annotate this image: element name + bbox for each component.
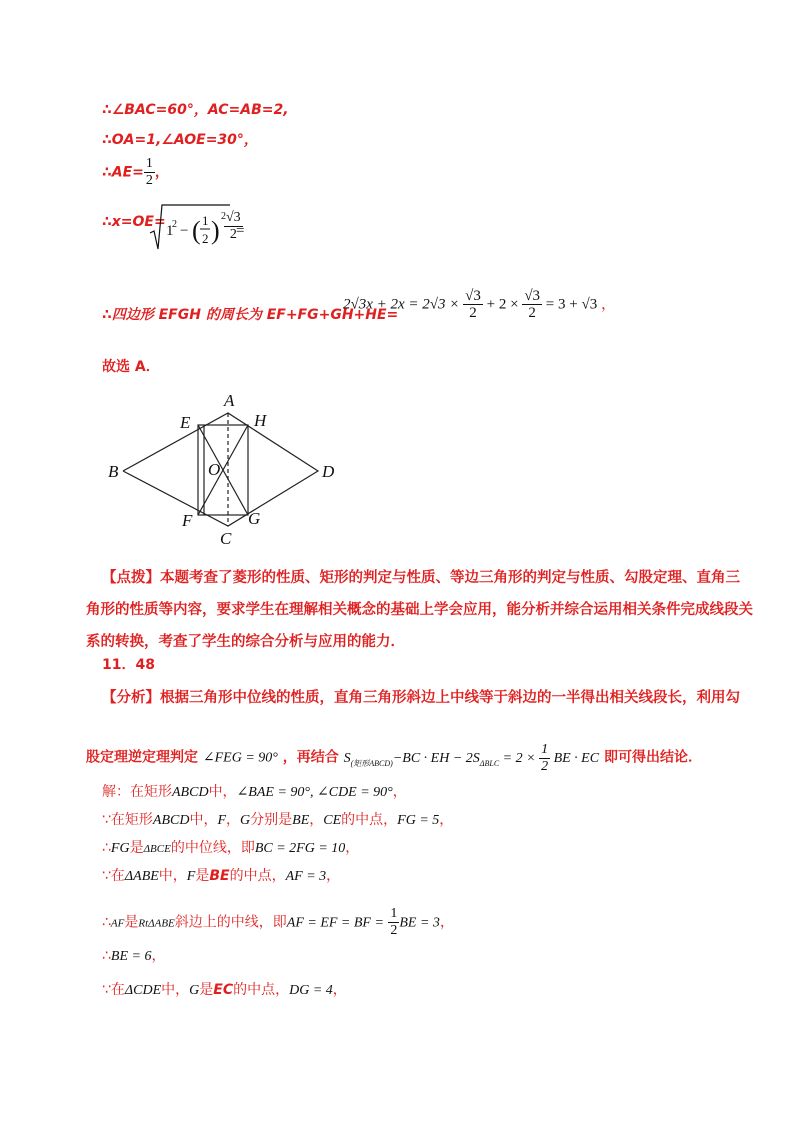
formula-frac-num-1: √3	[465, 288, 481, 304]
svg-text:2: 2	[221, 211, 226, 222]
perimeter-formula	[343, 288, 616, 321]
fraction-one-half	[144, 156, 155, 189]
hint-line-2: 角形的性质等内容，要求学生在理解相关概念的基础上学会应用，能分析并综合运用相关条件完成线段关	[86, 602, 753, 618]
solution-line-7: ∵在ΔCDE中，G是EC的中点，DG = 4，	[102, 982, 347, 998]
formula-part-c: = 3 + √3	[545, 296, 598, 313]
solution-line-6: ∴BE = 6，	[102, 948, 166, 964]
formula-suffix: ，	[600, 296, 616, 313]
label-G: G	[248, 509, 261, 528]
sqrt-base: 1	[166, 223, 174, 239]
analysis-2-angle: ∠FEG = 90°	[202, 750, 278, 766]
analysis-line-2	[86, 742, 702, 775]
formula-part-b: + 2 ×	[486, 296, 519, 313]
analysis-tag: 【分析】	[102, 690, 160, 706]
label-E: E	[180, 413, 191, 432]
answer-choice: 故选 A．	[102, 359, 160, 375]
hint-line-1	[102, 562, 800, 594]
half-den: 2	[202, 231, 209, 246]
label-H: H	[254, 411, 267, 430]
solution-line-2: ∵在矩形ABCD中，F，G分别是BE，CE的中点，FG = 5，	[102, 812, 454, 828]
fraction-numerator: 1	[145, 156, 153, 171]
analysis-2-prefix: 股定理逆定理判定	[86, 749, 198, 766]
label-F: F	[182, 511, 193, 530]
formula-frac-num-2: √3	[524, 288, 541, 304]
hint-text-1: 本题考查了菱形的性质、矩形的判定与性质、等边三角形的判定与性质、勾股定理、直角三	[160, 570, 740, 586]
result-num: √3	[226, 210, 241, 225]
solution-line-1: 解：在矩形ABCD中，∠BAE = 90°, ∠CDE = 90°，	[102, 784, 407, 800]
step-line-2: ∴OA=1,∠AOE=30°，	[102, 132, 258, 148]
hint-line-3: 系的转换，考查了学生的综合分析与应用的能力．	[86, 634, 405, 650]
step-line-3	[102, 156, 169, 189]
svg-text:(: (	[192, 216, 201, 245]
sqrt-exp: 2	[172, 219, 177, 230]
step-line-3-suffix: ，	[154, 164, 169, 181]
hint-paragraph	[86, 562, 800, 658]
label-A: A	[224, 391, 235, 410]
result-den: 2	[229, 227, 237, 242]
analysis-2-suffix: 即可得出结论．	[603, 749, 702, 766]
label-B: B	[108, 462, 119, 481]
fraction-denominator: 2	[145, 173, 153, 188]
svg-text:=: =	[236, 223, 245, 239]
solution-line-5: ∴AF是RtΔABE斜边上的中线，即AF = EF = BF = $\frac{1}{2}$ BE = 3，	[102, 906, 454, 938]
analysis-text-1: 根据三角形中位线的性质，直角三角形斜边上中线等于斜边的一半得出相关线段长，利用勾	[160, 690, 740, 706]
hint-tag: 【点拨】	[102, 570, 160, 586]
step-line-1: ∴∠BAC=60°，AC=AB=2,	[102, 102, 289, 118]
analysis-line-1	[102, 684, 800, 712]
formula-frac-den-1: 2	[469, 305, 477, 321]
formula-part-a: 2√3x + 2x = 2√3 ×	[343, 296, 460, 313]
rhombus-rectangle-figure	[100, 388, 350, 548]
analysis-2-mid: ，再结合	[282, 749, 339, 766]
question-number: 11．48	[102, 657, 155, 673]
solution-line-3: ∴FG是ΔBCE的中位线，即BC = 2FG = 10，	[102, 840, 360, 856]
step-line-3-prefix: ∴AE=	[102, 164, 144, 181]
perimeter-prefix: ∴四边形 EFGH 的周长为 EF+FG+GH+HE=	[102, 307, 399, 323]
svg-text:): )	[211, 216, 220, 245]
label-O: O	[208, 460, 221, 479]
svg-text:−: −	[180, 223, 189, 239]
solution-line-4: ∵在ΔABE中，F是BE的中点，AF = 3，	[102, 868, 341, 884]
analysis-2-formula: $S_{(矩形ABCD)}-BC$ · EH − $2S_{\Delta BLC} = 2$ × $\frac{1}{2}$ BE · EC	[343, 742, 600, 774]
step-line-4-prefix: ∴x=OE=	[102, 214, 166, 230]
formula-frac-den-2: 2	[528, 305, 536, 321]
label-D: D	[322, 462, 335, 481]
label-C: C	[220, 529, 232, 548]
result-fraction	[224, 210, 243, 243]
half-num: 1	[202, 213, 209, 228]
